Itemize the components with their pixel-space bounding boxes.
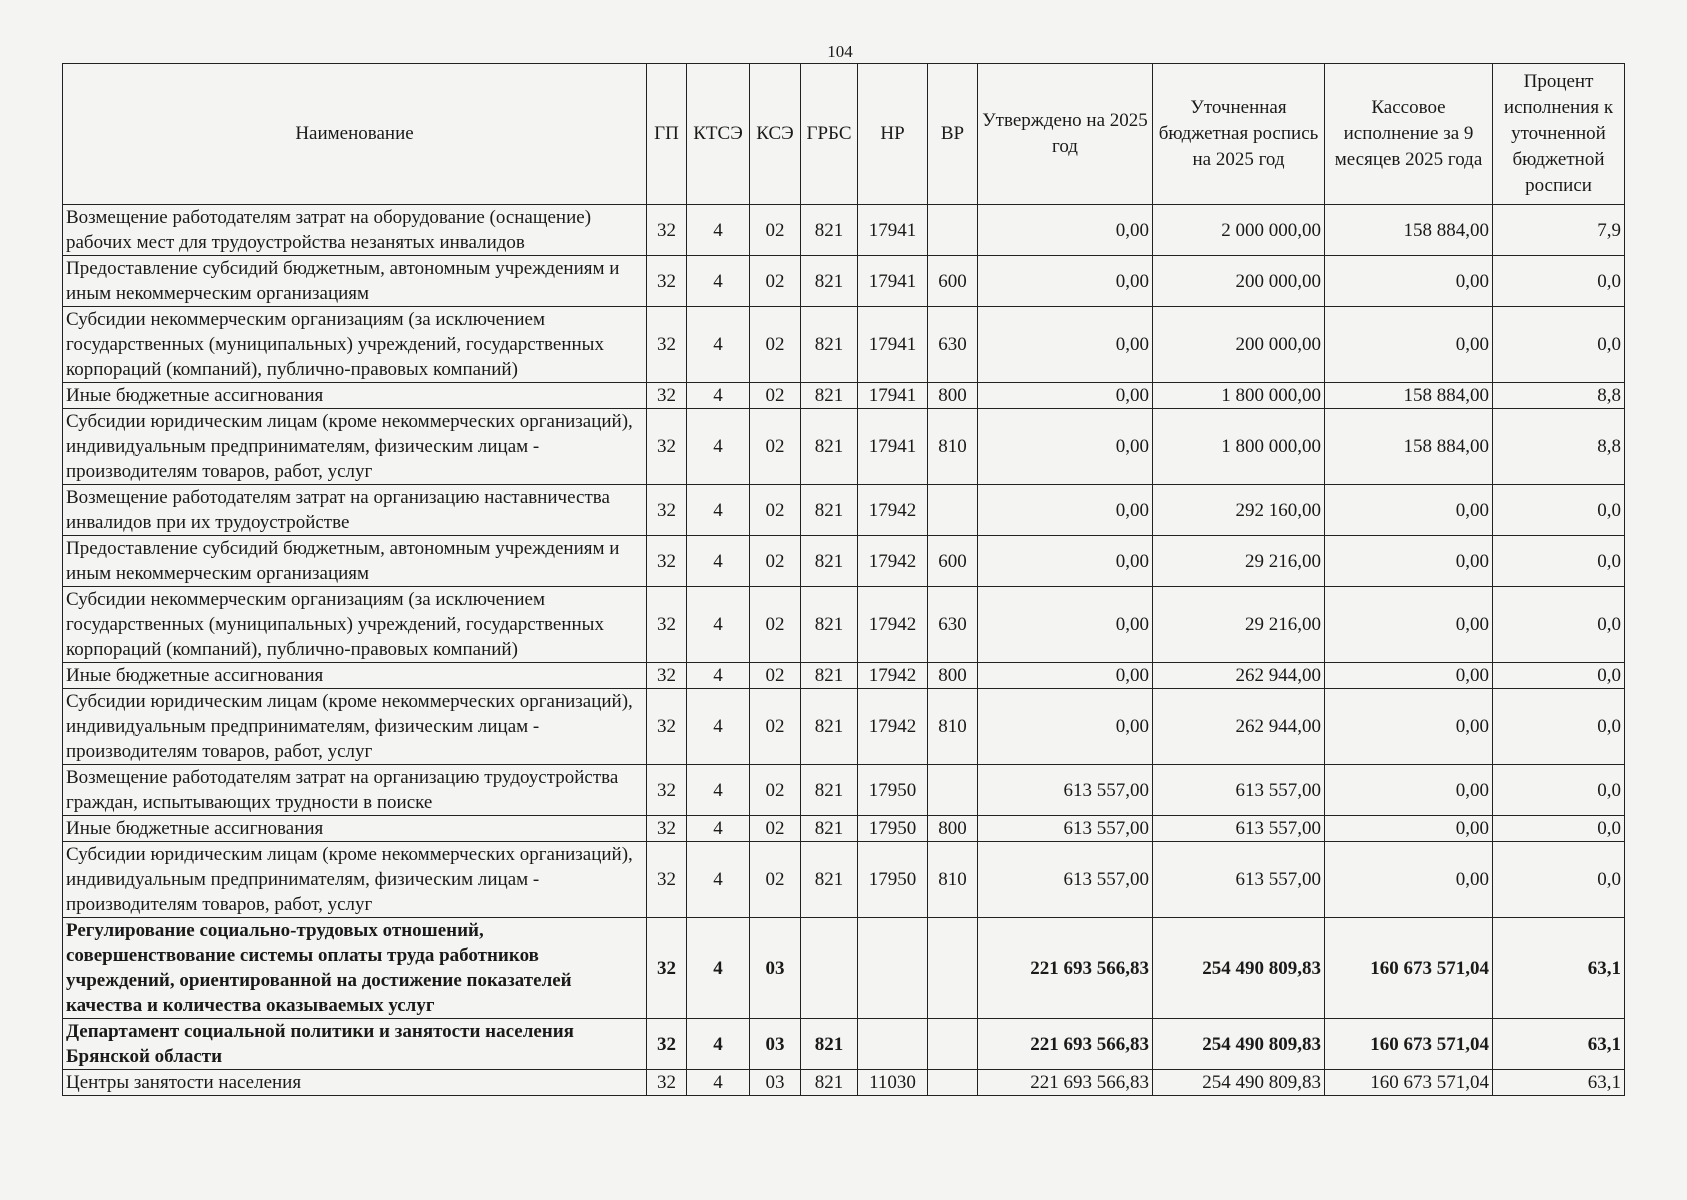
header-gp: ГП (647, 64, 687, 205)
cell-nr: 17941 (858, 383, 928, 409)
cell-nr: 17942 (858, 689, 928, 765)
cell-vr (928, 205, 978, 256)
cell-grbs: 821 (801, 307, 858, 383)
cell-approved: 221 693 566,83 (978, 918, 1153, 1019)
cell-percent: 0,0 (1493, 536, 1625, 587)
table-body (63, 205, 1625, 1096)
table-row (63, 1019, 1625, 1070)
table-row (63, 689, 1625, 765)
cell-name: Иные бюджетные ассигнования (63, 663, 647, 689)
cell-cash: 0,00 (1325, 485, 1493, 536)
cell-approved: 613 557,00 (978, 842, 1153, 918)
cell-ktse: 4 (687, 383, 750, 409)
cell-grbs: 821 (801, 1070, 858, 1096)
cell-approved: 0,00 (978, 409, 1153, 485)
cell-kse: 02 (750, 842, 801, 918)
cell-gp: 32 (647, 536, 687, 587)
table-row (63, 383, 1625, 409)
cell-cash: 160 673 571,04 (1325, 1070, 1493, 1096)
cell-grbs: 821 (801, 816, 858, 842)
cell-name: Регулирование социально-трудовых отношений, совершенствование системы оплаты труда работников учреждений, ориентированной на достижение показателей качества и количества оказываемых услуг (63, 918, 647, 1019)
cell-vr (928, 1019, 978, 1070)
cell-name: Иные бюджетные ассигнования (63, 383, 647, 409)
cell-ktse: 4 (687, 842, 750, 918)
cell-grbs: 821 (801, 689, 858, 765)
cell-nr: 17941 (858, 205, 928, 256)
header-refined: Уточненная бюджетная роспись на 2025 год (1153, 64, 1325, 205)
cell-kse: 02 (750, 689, 801, 765)
cell-ktse: 4 (687, 663, 750, 689)
cell-cash: 0,00 (1325, 307, 1493, 383)
cell-ktse: 4 (687, 918, 750, 1019)
header-vr: ВР (928, 64, 978, 205)
cell-grbs: 821 (801, 587, 858, 663)
cell-percent: 0,0 (1493, 485, 1625, 536)
cell-cash: 160 673 571,04 (1325, 918, 1493, 1019)
cell-cash: 0,00 (1325, 256, 1493, 307)
cell-kse: 02 (750, 485, 801, 536)
cell-vr: 810 (928, 689, 978, 765)
cell-nr: 17950 (858, 765, 928, 816)
cell-cash: 0,00 (1325, 689, 1493, 765)
cell-name: Предоставление субсидий бюджетным, автономным учреждениям и иным некоммерческим организациям (63, 536, 647, 587)
cell-nr: 17942 (858, 536, 928, 587)
cell-ktse: 4 (687, 256, 750, 307)
cell-vr: 810 (928, 842, 978, 918)
cell-kse: 02 (750, 409, 801, 485)
table-row (63, 1070, 1625, 1096)
header-cash: Кассовое исполнение за 9 месяцев 2025 года (1325, 64, 1493, 205)
cell-nr: 17941 (858, 409, 928, 485)
cell-cash: 158 884,00 (1325, 409, 1493, 485)
cell-vr (928, 765, 978, 816)
cell-kse: 02 (750, 383, 801, 409)
cell-percent: 0,0 (1493, 816, 1625, 842)
cell-ktse: 4 (687, 409, 750, 485)
cell-percent: 63,1 (1493, 918, 1625, 1019)
cell-grbs: 821 (801, 536, 858, 587)
cell-nr: 17950 (858, 842, 928, 918)
cell-name: Возмещение работодателям затрат на оборудование (оснащение) рабочих мест для трудоустройства незанятых инвалидов (63, 205, 647, 256)
cell-refined: 200 000,00 (1153, 256, 1325, 307)
cell-kse: 03 (750, 1070, 801, 1096)
header-ktse: КТСЭ (687, 64, 750, 205)
cell-cash: 0,00 (1325, 765, 1493, 816)
cell-kse: 02 (750, 765, 801, 816)
cell-kse: 03 (750, 918, 801, 1019)
cell-gp: 32 (647, 918, 687, 1019)
cell-gp: 32 (647, 587, 687, 663)
cell-refined: 254 490 809,83 (1153, 1019, 1325, 1070)
cell-refined: 1 800 000,00 (1153, 409, 1325, 485)
cell-percent: 0,0 (1493, 689, 1625, 765)
cell-ktse: 4 (687, 205, 750, 256)
cell-percent: 63,1 (1493, 1070, 1625, 1096)
cell-refined: 2 000 000,00 (1153, 205, 1325, 256)
cell-ktse: 4 (687, 1070, 750, 1096)
cell-grbs: 821 (801, 409, 858, 485)
cell-nr: 17941 (858, 256, 928, 307)
cell-cash: 0,00 (1325, 663, 1493, 689)
cell-gp: 32 (647, 409, 687, 485)
cell-cash: 158 884,00 (1325, 383, 1493, 409)
cell-name: Субсидии юридическим лицам (кроме некоммерческих организаций), индивидуальным предпринимателям, физическим лицам - производителям товаров, работ, услуг (63, 689, 647, 765)
cell-grbs: 821 (801, 383, 858, 409)
cell-gp: 32 (647, 485, 687, 536)
cell-grbs: 821 (801, 842, 858, 918)
table-row (63, 663, 1625, 689)
cell-ktse: 4 (687, 587, 750, 663)
cell-nr: 11030 (858, 1070, 928, 1096)
cell-gp: 32 (647, 689, 687, 765)
cell-approved: 0,00 (978, 689, 1153, 765)
cell-refined: 613 557,00 (1153, 765, 1325, 816)
cell-percent: 0,0 (1493, 307, 1625, 383)
cell-approved: 221 693 566,83 (978, 1070, 1153, 1096)
cell-name: Субсидии некоммерческим организациям (за исключением государственных (муниципальных) учреждений, государственных корпораций (компаний), публично-правовых компаний) (63, 587, 647, 663)
cell-name: Центры занятости населения (63, 1070, 647, 1096)
cell-grbs (801, 918, 858, 1019)
cell-vr (928, 918, 978, 1019)
header-name: Наименование (63, 64, 647, 205)
cell-approved: 0,00 (978, 256, 1153, 307)
cell-cash: 158 884,00 (1325, 205, 1493, 256)
cell-vr: 810 (928, 409, 978, 485)
cell-refined: 1 800 000,00 (1153, 383, 1325, 409)
budget-table (62, 63, 1625, 1096)
cell-gp: 32 (647, 842, 687, 918)
cell-cash: 160 673 571,04 (1325, 1019, 1493, 1070)
cell-name: Иные бюджетные ассигнования (63, 816, 647, 842)
cell-kse: 02 (750, 256, 801, 307)
cell-refined: 613 557,00 (1153, 816, 1325, 842)
cell-vr: 600 (928, 536, 978, 587)
cell-approved: 0,00 (978, 536, 1153, 587)
cell-refined: 254 490 809,83 (1153, 1070, 1325, 1096)
cell-gp: 32 (647, 383, 687, 409)
cell-refined: 292 160,00 (1153, 485, 1325, 536)
cell-grbs: 821 (801, 1019, 858, 1070)
cell-approved: 0,00 (978, 383, 1153, 409)
cell-approved: 0,00 (978, 205, 1153, 256)
cell-nr (858, 1019, 928, 1070)
cell-percent: 7,9 (1493, 205, 1625, 256)
cell-ktse: 4 (687, 816, 750, 842)
cell-cash: 0,00 (1325, 842, 1493, 918)
cell-percent: 8,8 (1493, 383, 1625, 409)
table-row (63, 256, 1625, 307)
cell-approved: 0,00 (978, 587, 1153, 663)
cell-kse: 02 (750, 587, 801, 663)
header-percent: Процент исполнения к уточненной бюджетной росписи (1493, 64, 1625, 205)
cell-gp: 32 (647, 256, 687, 307)
cell-kse: 02 (750, 307, 801, 383)
cell-refined: 29 216,00 (1153, 536, 1325, 587)
cell-gp: 32 (647, 816, 687, 842)
cell-gp: 32 (647, 765, 687, 816)
cell-ktse: 4 (687, 536, 750, 587)
table-row (63, 918, 1625, 1019)
cell-refined: 262 944,00 (1153, 663, 1325, 689)
header-kse: КСЭ (750, 64, 801, 205)
cell-percent: 63,1 (1493, 1019, 1625, 1070)
cell-nr: 17950 (858, 816, 928, 842)
cell-nr: 17941 (858, 307, 928, 383)
cell-approved: 0,00 (978, 663, 1153, 689)
cell-cash: 0,00 (1325, 536, 1493, 587)
header-approved: Утверждено на 2025 год (978, 64, 1153, 205)
cell-cash: 0,00 (1325, 816, 1493, 842)
table-row (63, 816, 1625, 842)
page-number: 104 (827, 42, 853, 61)
cell-approved: 613 557,00 (978, 765, 1153, 816)
cell-ktse: 4 (687, 485, 750, 536)
cell-grbs: 821 (801, 256, 858, 307)
cell-approved: 0,00 (978, 485, 1153, 536)
cell-vr: 630 (928, 307, 978, 383)
cell-gp: 32 (647, 1070, 687, 1096)
cell-vr (928, 485, 978, 536)
cell-nr: 17942 (858, 663, 928, 689)
cell-name: Возмещение работодателям затрат на организацию наставничества инвалидов при их трудоустройстве (63, 485, 647, 536)
cell-gp: 32 (647, 205, 687, 256)
cell-ktse: 4 (687, 765, 750, 816)
cell-grbs: 821 (801, 765, 858, 816)
cell-vr: 800 (928, 663, 978, 689)
cell-kse: 02 (750, 663, 801, 689)
cell-refined: 200 000,00 (1153, 307, 1325, 383)
cell-percent: 0,0 (1493, 587, 1625, 663)
cell-refined: 262 944,00 (1153, 689, 1325, 765)
cell-vr: 630 (928, 587, 978, 663)
cell-nr: 17942 (858, 485, 928, 536)
cell-kse: 02 (750, 816, 801, 842)
cell-grbs: 821 (801, 205, 858, 256)
cell-gp: 32 (647, 1019, 687, 1070)
cell-refined: 29 216,00 (1153, 587, 1325, 663)
table-row (63, 205, 1625, 256)
header-nr: НР (858, 64, 928, 205)
cell-name: Субсидии юридическим лицам (кроме некоммерческих организаций), индивидуальным предпринимателям, физическим лицам - производителям товаров, работ, услуг (63, 842, 647, 918)
table-row (63, 409, 1625, 485)
cell-vr: 800 (928, 383, 978, 409)
cell-nr: 17942 (858, 587, 928, 663)
table-row (63, 842, 1625, 918)
cell-gp: 32 (647, 307, 687, 383)
cell-nr (858, 918, 928, 1019)
cell-vr (928, 1070, 978, 1096)
table-row (63, 307, 1625, 383)
cell-kse: 03 (750, 1019, 801, 1070)
table-row (63, 485, 1625, 536)
cell-name: Предоставление субсидий бюджетным, автономным учреждениям и иным некоммерческим организациям (63, 256, 647, 307)
cell-grbs: 821 (801, 485, 858, 536)
cell-approved: 221 693 566,83 (978, 1019, 1153, 1070)
table-row (63, 536, 1625, 587)
cell-approved: 0,00 (978, 307, 1153, 383)
cell-ktse: 4 (687, 307, 750, 383)
header-grbs: ГРБС (801, 64, 858, 205)
table-row (63, 587, 1625, 663)
cell-refined: 613 557,00 (1153, 842, 1325, 918)
header-row (63, 64, 1625, 205)
cell-percent: 0,0 (1493, 663, 1625, 689)
cell-vr: 800 (928, 816, 978, 842)
cell-percent: 0,0 (1493, 842, 1625, 918)
cell-approved: 613 557,00 (978, 816, 1153, 842)
cell-gp: 32 (647, 663, 687, 689)
cell-percent: 0,0 (1493, 765, 1625, 816)
cell-ktse: 4 (687, 1019, 750, 1070)
cell-name: Субсидии некоммерческим организациям (за исключением государственных (муниципальных) учреждений, государственных корпораций (компаний), публично-правовых компаний) (63, 307, 647, 383)
cell-grbs: 821 (801, 663, 858, 689)
cell-vr: 600 (928, 256, 978, 307)
cell-percent: 0,0 (1493, 256, 1625, 307)
table-row (63, 765, 1625, 816)
cell-name: Возмещение работодателям затрат на организацию трудоустройства граждан, испытывающих трудности в поиске (63, 765, 647, 816)
cell-kse: 02 (750, 536, 801, 587)
cell-percent: 8,8 (1493, 409, 1625, 485)
cell-cash: 0,00 (1325, 587, 1493, 663)
cell-name: Департамент социальной политики и занятости населения Брянской области (63, 1019, 647, 1070)
cell-name: Субсидии юридическим лицам (кроме некоммерческих организаций), индивидуальным предпринимателям, физическим лицам - производителям товаров, работ, услуг (63, 409, 647, 485)
cell-kse: 02 (750, 205, 801, 256)
cell-ktse: 4 (687, 689, 750, 765)
cell-refined: 254 490 809,83 (1153, 918, 1325, 1019)
